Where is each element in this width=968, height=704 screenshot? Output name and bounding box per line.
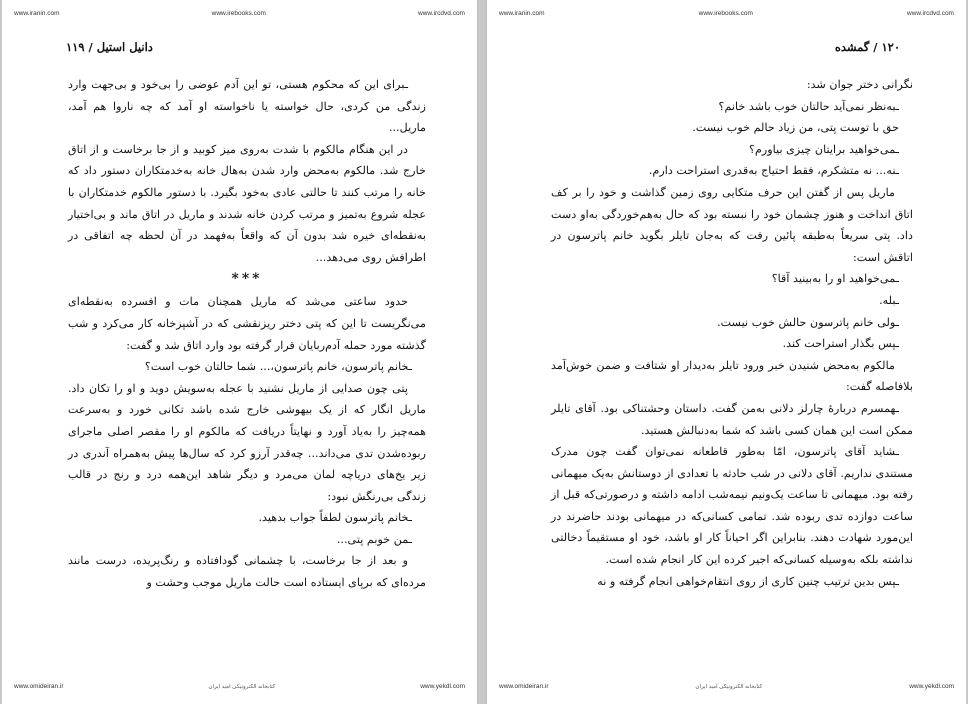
paragraph: و بعد از جا برخاست، با چشمانی گودافتاده و رنگ‌پریده، درست مانند مرده‌ای که برپای ایستاده است حالت ماریل موجب وحشت و (68, 554, 426, 590)
footer-library-name: کتابخانه الکترونیکی امید ایران (695, 683, 763, 690)
dialogue-line: ـخانم پاترسون، خانم پاترسون،... شما حالتان خوب است؟ (144, 360, 412, 374)
book-page-right (486, 0, 966, 704)
top-url-bar (499, 10, 954, 17)
paragraph: در این هنگام مالکوم با شدت به‌روی میز کوبید و از جا برخاست و از اتاق خارج شد. مالکوم به‌محض وارد شدن به‌هال خانه به‌خدمتکاران دستور داد که خانه را مرتب کنند تا حالتی عادی به‌خود بگیرد. با دستور مالکوم خدمتکاران با عجله شروع به‌تمیز و مرتب کردن خانه شدند و ماریل در اتاق ماند و بی‌اختیار به‌نقطه‌ای خیره شد بدون آن که واقعاً به‌فهمد در آن لحظه چه اتفاقی در اطرافش روی می‌دهد... (68, 142, 426, 264)
dialogue-line: ـهمسرم درباره‌ٔ چارلز دلانی به‌من گفت. داستان وحشتناکی بود. آقای تایلر ممکن است این همان کسی باشد که شما به‌دنبالش هستید. (551, 401, 913, 437)
paragraph: مالکوم به‌محض شنیدن خبر ورود تایلر به‌دیدار او شتافت و ضمن خوش‌آمد بلافاصله گفت: (551, 358, 913, 394)
dialogue-line: ـپس بگذار استراحت کند. (782, 337, 899, 351)
top-url-bar (14, 10, 465, 17)
url-link[interactable]: www.ircdvd.com (418, 10, 465, 17)
footer-library-name: کتابخانه الکترونیکی امید ایران (208, 683, 276, 690)
section-separator: *** (231, 271, 263, 288)
page-header: ۱۲۰ / گمشده (834, 40, 900, 54)
dialogue-line: ـخانم پاترسون لطفاً جواب بدهید. (258, 511, 412, 525)
url-link[interactable]: www.yekdl.com (420, 683, 465, 690)
page-body (68, 74, 426, 594)
book-page-left (2, 0, 478, 704)
footer-bar (14, 683, 465, 690)
paragraph: ماریل پس از گفتن این حرف متکایی روی زمین گذاشت و خود را بر کف اتاق انداخت و هنوز چشمان خود را نبسته بود که حال به‌هم‌خوردگی به‌او دست داد. پتی سریعاً به‌طبقه پائین رفت که به‌جان تایلر بگوید خانم پاترسون در اتاقش است: (551, 185, 913, 264)
page-header: دانیل استیل / ۱۱۹ (66, 40, 153, 54)
dialogue-line: ـمن خوبم پتی... (336, 532, 412, 546)
url-link[interactable]: www.iranin.com (14, 10, 60, 17)
dialogue-line: ـمی‌خواهید برایتان چیزی بیاورم؟ (749, 142, 899, 156)
dialogue-line: ـشاید آقای پاترسون، امّا به‌طور قاطعانه نمی‌توان گفت چون مدرک مستندی نداریم. آقای دلانی در شب حادثه با تعدادی از دوستانش به‌یک میهمانی رفته بود. میهمانی تا ساعت یک‌ونیم نیمه‌شب ادامه داشته و درصورتی‌که قبل از ساعت دوازده تدی ربوده شد. تمامی کسانی‌که در میهمانی بودند حاضرند در این‌مورد شهادت دهند. بنابراین اگر احیاناً کار او باشد، خود او مستقیماً دخالتی نداشته بلکه به‌وسیله کسانی‌که اجیر کرده این کار انجام شده است. (551, 445, 913, 567)
dialogue-line: ـولی خانم پاترسون حالش خوب نیست. (717, 315, 899, 329)
dialogue-line: ـمی‌خواهید او را به‌بینید آقا؟ (771, 272, 899, 286)
footer-bar (499, 683, 954, 690)
dialogue-line: ـبله. (879, 293, 899, 307)
url-link[interactable]: www.ircdvd.com (907, 10, 954, 17)
url-link[interactable]: www.iranin.com (499, 10, 545, 17)
url-link[interactable]: www.irebooks.com (211, 10, 266, 17)
paragraph: نگرانی دختر جوان شد: (806, 78, 913, 91)
dialogue-line: ـبه‌نظر نمی‌آید حالتان خوب باشد خانم؟ (718, 99, 899, 113)
dialogue-line: ـپس بدین ترتیب چنین کاری از روی انتقام‌خواهی انجام گرفته و نه (597, 574, 899, 588)
page-body (551, 74, 913, 592)
dialogue-line: ـنه... نه متشکرم، فقط احتیاج به‌قدری استراحت دارم. (648, 164, 899, 178)
dialogue-line: حق با توست پتی، من زیاد حالم خوب نیست. (692, 121, 899, 135)
url-link[interactable]: www.irebooks.com (698, 10, 753, 17)
url-link[interactable]: www.yekdl.com (909, 683, 954, 690)
paragraph: ـبرای این که محکوم هستی، تو این آدم عوضی را بی‌خود و بی‌جهت وارد زندگی من کردی، حال خواسته یا ناخواسته او آمد که چه ناروا هم آمد، ماریل... (68, 78, 426, 135)
paragraph: پتی چون صدایی از ماریل نشنید با عجله به‌سویش دوید و او را تکان داد. ماریل انگار که از یک بیهوشی خارج شده باشد تکانی خورد و به‌سرعت همه‌چیز را به‌یاد آورد و نهایتاً دریافت که مالکوم او را مقصر اصلی ماجرای ربوده‌شدن تدی می‌داند... چه‌قدر آرزو کرد که سال‌ها پیش به‌همراه آندری در زیر یخ‌های دریاچه لمان می‌مرد و دیگر شاهد این‌همه درد و رنج در قالب زندگی بی‌رنگش نبود: (68, 381, 426, 503)
url-link[interactable]: www.omideiran.ir (499, 683, 549, 690)
url-link[interactable]: www.omideiran.ir (14, 683, 64, 690)
paragraph: حدود ساعتی می‌شد که ماریل همچنان مات و افسرده به‌نقطه‌ای می‌نگریست تا این که پتی دختر ریزنقشی که در آشپزخانه کار می‌کرد و شب گذشته مورد حمله آدم‌ربایان قرار گرفته بود وارد اتاق شد و گفت: (68, 295, 426, 352)
